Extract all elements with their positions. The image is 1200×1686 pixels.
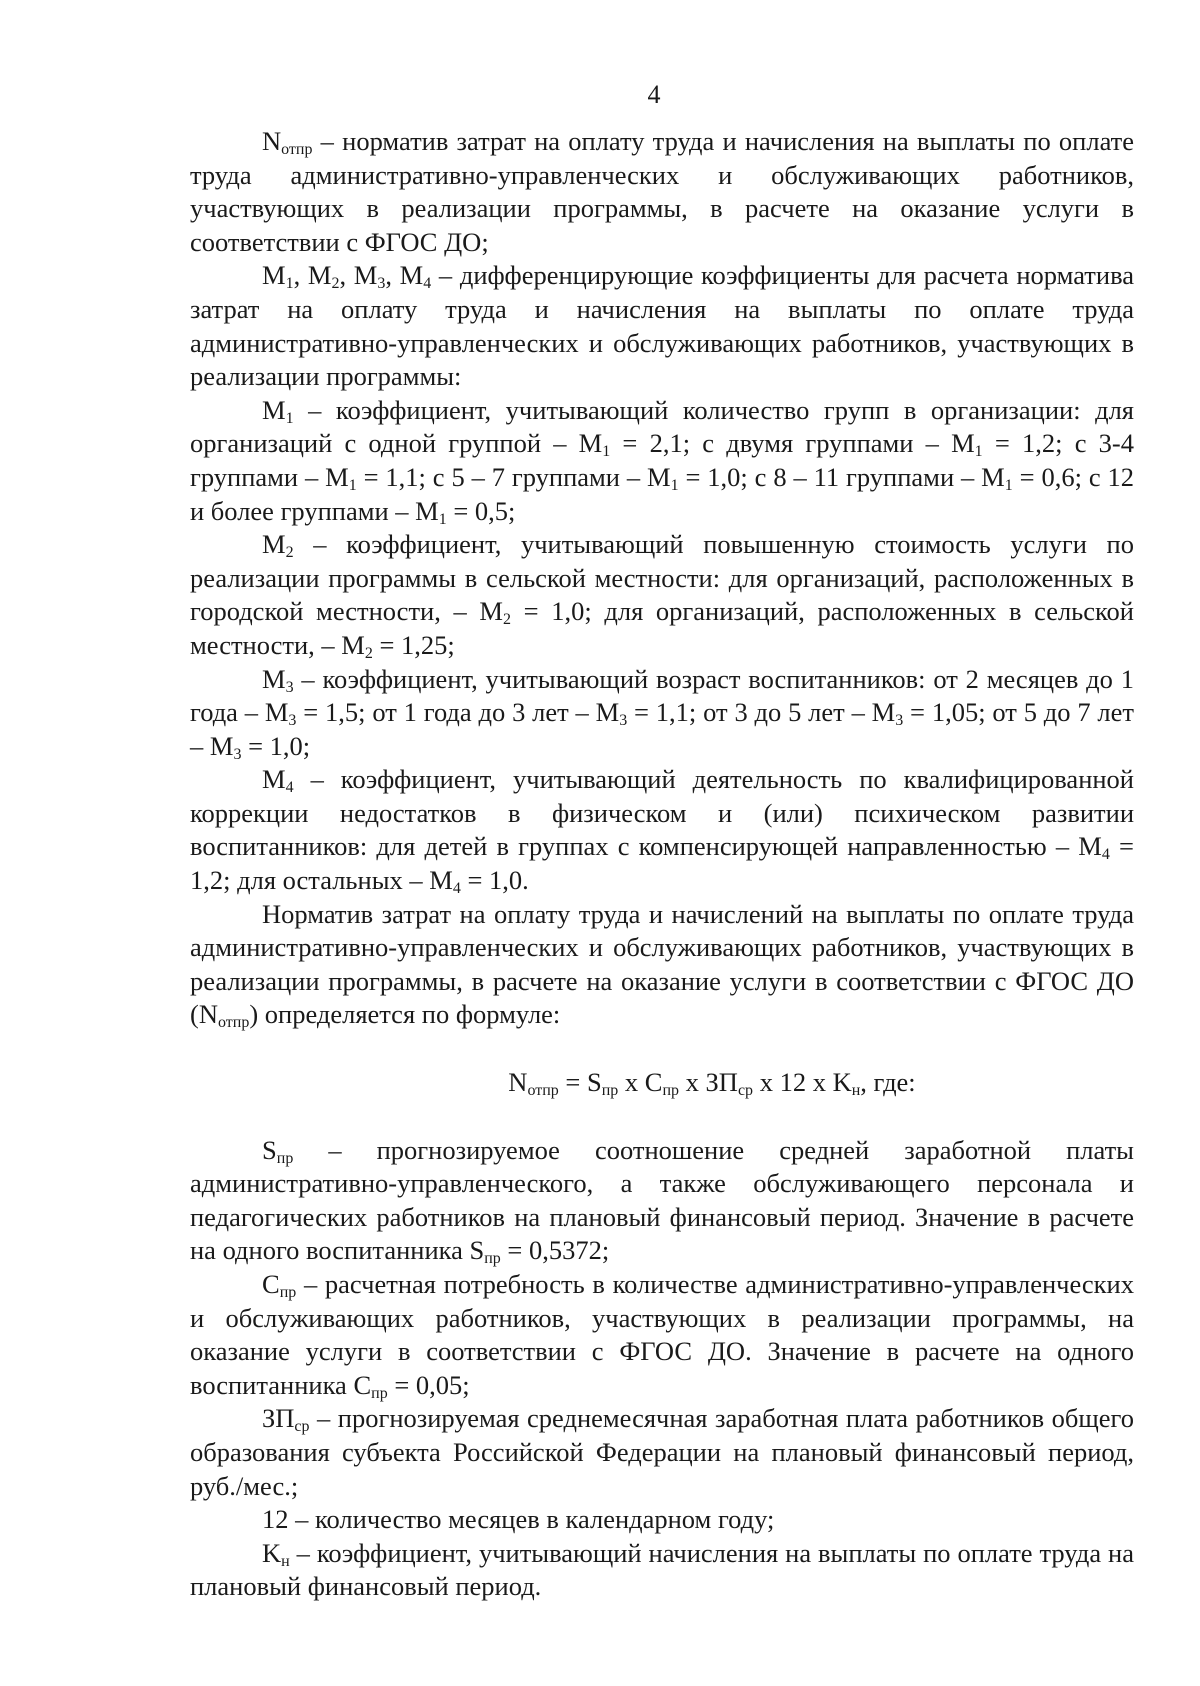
definition-s-pr: $S_{пр}$ – прогнозируемое соотношение средней заработной платы административно-управленческого, а также обслуживающего персонала и педагогических работников на плановый финансовый период. Значение в расчете на одного воспитанника $S_{пр} = 0,5372$; — [190, 1134, 1134, 1268]
symbol-m4: $M_4$ — [399, 260, 432, 293]
paragraph-norm-formula-intro: Норматив затрат на оплату труда и начислений на выплаты по оплате труда административно-управленческих и обслуживающих работников, участвующих в реализации программы, в расчете на оказание услуги в соответствии с ФГОС ДО $(N_{отпр})$ определяется по формуле: — [190, 898, 1134, 1032]
paragraph-m4: $M_4$ – коэффициент, учитывающий деятельность по квалифицированной коррекции недостатков в физическом и (или) психическом развитии воспитанников: для детей в группах с компенсирующей направленностью – $M_4 = 1,2$; для остальных – $M_4 = 1,0$. — [190, 764, 1134, 898]
paragraph-text: – дифференцирующие коэффициенты для расчета норматива затрат на оплату труда и начисления на выплаты по оплате труда административно-управленческих и обслуживающих работников, участвующих в реализации программы: — [190, 260, 1134, 392]
page-number: 4 — [647, 80, 661, 109]
paragraph-m3: $M_3$ – коэффициент, учитывающий возраст воспитанников: от 2 месяцев до 1 года – $M_3 = 1,5$; от 1 года до 3 лет – $M_3 = 1,1$; от 3 до 5 лет – $M_3 = 1,05$; от 5 до 7 лет – $M_3 = 1,0$; — [190, 663, 1134, 763]
document-body — [190, 125, 1134, 1604]
symbol-m1: $M_1$ — [262, 260, 294, 293]
definition-k-n: $K_н$ – коэффициент, учитывающий начисления на выплаты по оплате труда на плановый финансовый период. — [190, 1537, 1134, 1602]
paragraph-n-otpr-definition — [190, 125, 1134, 259]
definition-months: 12 – количество месяцев в календарном году; — [262, 1504, 775, 1535]
symbol-m3: $M_3$ — [353, 260, 386, 293]
definition-c-pr: $C_{пр}$ – расчетная потребность в количестве административно-управленческих и обслуживающих работников, участвующих в реализации программы, на оказание услуги в соответствии с ФГОС ДО. Значение в расчете на одного воспитанника $C_{пр} = 0,05$; — [190, 1269, 1134, 1402]
symbol-m2: $M_2$ — [307, 260, 340, 293]
symbol-n-otpr: $N_{отпр}$ — [262, 126, 313, 158]
formula: $N_{отпр} = S_{пр}$ x $C_{пр}$ x $ЗП_{ср}$ x 12 x $K_н$, где: — [508, 1067, 916, 1100]
paragraph-m2: $M_2$ – коэффициент, учитывающий повышенную стоимость услуги по реализации программы в сельской местности: для организаций, расположенных в городской местности, – $M_2 = 1,0$; для организаций, расположенных в сельской местности, – $M_2 = 1,25$; — [190, 529, 1134, 662]
paragraph-coefficients-intro: $M_1$, $M_2$, $M_3$, $M_4$ – дифференцирующие коэффициенты для расчета норматива затрат на оплату труда и начисления на выплаты по оплате труда административно-управленческих и обслуживающих работников, участвующих в реализации программы: — [190, 260, 1134, 392]
definition-zp-sr: $ЗП_{ср}$ – прогнозируемая среднемесячная заработная плата работников общего образования субъекта Российской Федерации на плановый финансовый период, руб./мес.; — [190, 1403, 1134, 1501]
paragraph-m1: $M_1$ – коэффициент, учитывающий количество групп в организации: для организаций с одной группой – $M_1 = 2,1$; с двумя группами – $M_1 = 1,2$; с 3-4 группами – $M_1 = 1,1$; с 5 – 7 группами – $M_1 = 1,0$; с 8 – 11 группами – $M_1 = 0,6$; с 12 и более группами – $M_1 = 0,5$; — [190, 394, 1134, 528]
paragraph-text: – норматив затрат на оплату труда и начисления на выплаты по оплате труда административно-управленческих и обслуживающих работников, участвующих в реализации программы, в расчете на оказание услуги в соответствии с ФГОС ДО; — [190, 126, 1134, 257]
